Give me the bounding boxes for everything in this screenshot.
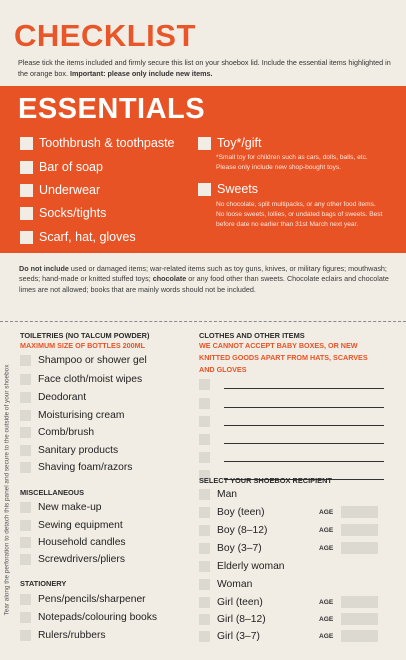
list-item[interactable] [20,517,123,533]
checkbox[interactable] [20,207,33,220]
blank-line-row[interactable] [199,377,384,391]
recipient-option[interactable] [199,522,267,538]
list-item[interactable] [20,499,102,515]
age-label: AGE [319,545,334,552]
item-label: Household candles [38,536,126,548]
age-field[interactable] [341,542,378,554]
list-item[interactable] [20,352,147,368]
list-item[interactable] [20,442,118,458]
checkbox[interactable] [199,543,210,554]
essential-item[interactable] [20,230,136,244]
toiletries-subheading: MAXIMUM SIZE OF BOTTLES 200ML [20,341,145,350]
checkbox[interactable] [20,537,31,548]
dni-bold-chocolate: chocolate [152,274,187,284]
blank-line-row[interactable] [199,396,384,410]
recipient-option[interactable] [199,486,237,502]
list-item[interactable] [20,371,142,387]
list-item[interactable] [20,534,126,550]
recipient-option[interactable] [199,611,266,627]
age-label: AGE [319,509,334,516]
recipient-label: Boy (8–12) [217,524,268,536]
recipient-option[interactable] [199,540,262,556]
intro-text [18,57,396,79]
blank-line-row[interactable] [199,432,384,446]
list-item[interactable] [20,407,124,423]
item-label: Sewing equipment [38,519,123,531]
recipient-label: Girl (8–12) [217,613,266,625]
item-label: Moisturising cream [38,409,125,421]
essential-label: Underwear [39,183,101,197]
checkbox[interactable] [20,392,31,403]
checkbox[interactable] [199,579,210,590]
age-field[interactable] [341,506,378,518]
recipient-label: Boy (teen) [217,506,265,518]
checkbox[interactable] [199,379,210,390]
sweets-note: No chocolate, split multipacks, or any other food items. No loose sweets, lollies, or undated bags of sweets. Best before date no earlier than 31st March next year. [216,201,383,228]
write-in-line[interactable] [224,434,384,444]
write-in-line[interactable] [224,452,384,462]
checkbox[interactable] [20,612,31,623]
age-field[interactable] [341,596,378,608]
dni-bold: Do not include [19,264,69,273]
item-label: Pens/pencils/sharpener [38,593,146,605]
checkbox[interactable] [199,631,210,642]
essential-item[interactable] [20,136,175,150]
item-label: Rulers/rubbers [38,629,106,641]
essential-item[interactable] [20,160,103,174]
side-instruction: Tear along the perforation to detach this panel and secure to the outside of your shoebox [3,364,11,616]
list-item[interactable] [20,609,157,625]
item-label: Comb/brush [38,426,95,438]
recipient-option[interactable] [199,628,260,644]
checkbox[interactable] [20,594,31,605]
list-item[interactable] [20,627,106,643]
toy-label: Toy*/gift [217,136,262,150]
checkbox[interactable] [20,231,33,244]
checkbox[interactable] [20,137,33,150]
checkbox[interactable] [20,445,31,456]
item-label: Deodorant [38,391,87,403]
clothes-subheading-3: AND GLOVES [199,365,247,374]
list-item[interactable] [20,591,146,607]
age-label: AGE [319,527,334,534]
item-label: Notepads/colouring books [38,611,158,623]
recipient-option[interactable] [199,594,263,610]
intro-plain: Please tick the items included and firmly secure this list on your shoebox lid. Include the essential items highlighted in the orange box. [18,58,391,78]
write-in-line[interactable] [224,379,384,389]
recipient-label: Woman [217,578,253,590]
checkbox[interactable] [20,410,31,421]
essentials-box [0,86,406,253]
checkbox[interactable] [199,614,210,625]
essential-label: Bar of soap [39,160,103,174]
list-item[interactable] [20,459,132,475]
age-field[interactable] [341,524,378,536]
page-title: CHECKLIST [14,18,196,53]
checkbox[interactable] [199,597,210,608]
perforation-line [0,321,406,322]
recipient-option[interactable] [199,558,285,574]
write-in-line[interactable] [224,416,384,426]
blank-line-row[interactable] [199,450,384,464]
clothes-subheading-2: KNITTED GOODS APART FROM HATS, SCARVES [199,353,368,362]
checkbox[interactable] [20,520,31,531]
recipient-label: Girl (teen) [217,596,263,608]
checkbox[interactable] [199,507,210,518]
list-item[interactable] [20,389,86,405]
essential-item[interactable] [20,183,100,197]
checkbox[interactable] [199,398,210,409]
recipient-option[interactable] [199,504,265,520]
sweets-label: Sweets [217,182,258,196]
misc-heading: MISCELLANEOUS [20,488,85,497]
checkbox[interactable] [20,427,31,438]
list-item[interactable] [20,551,125,567]
checkbox[interactable] [20,630,31,641]
checkbox[interactable] [20,374,31,385]
essential-item-toy[interactable] [198,136,261,150]
checkbox[interactable] [198,137,211,150]
checkbox[interactable] [199,489,210,500]
essentials-title: ESSENTIALS [18,93,206,125]
do-not-include-text [19,264,397,295]
side-panel [0,330,14,650]
age-label: AGE [319,599,334,606]
age-field[interactable] [341,630,378,642]
stationery-heading: STATIONERY [20,579,67,588]
checkbox[interactable] [20,184,33,197]
list-item[interactable] [20,424,94,440]
essential-label: Scarf, hat, gloves [39,230,136,244]
checkbox[interactable] [20,554,31,565]
item-label: Shampoo or shower gel [38,354,147,366]
checkbox[interactable] [199,525,210,536]
recipient-option[interactable] [199,576,252,592]
item-label: Face cloth/moist wipes [38,373,143,385]
write-in-line[interactable] [224,398,384,408]
item-label: Screwdrivers/pliers [38,553,125,565]
checkbox[interactable] [20,502,31,513]
age-label: AGE [319,633,334,640]
checkbox[interactable] [199,452,210,463]
dni-text-2: or any food other than sweets. Chocolate eclairs and chocolate limes are not allowed; books that are mainly words should not be included. [19,274,389,294]
clothes-subheading-1: WE CANNOT ACCEPT BABY BOXES, OR NEW [199,341,358,350]
checkbox[interactable] [20,161,33,174]
age-field[interactable] [341,613,378,625]
essential-label: Socks/tights [39,206,107,220]
recipient-label: Girl (3–7) [217,630,260,642]
checkbox[interactable] [198,183,211,196]
toiletries-heading: TOILETRIES (NO TALCUM POWDER) [20,331,150,340]
checkbox[interactable] [20,355,31,366]
checkbox[interactable] [199,416,210,427]
toy-note: *Small toy for children such as cars, dolls, balls, etc. Please only include new shop-bought toys. [216,154,368,171]
essential-item[interactable] [20,206,106,220]
recipient-label: Man [217,488,238,500]
intro-important: Important: please only include new items. [69,69,213,78]
item-label: Shaving foam/razors [38,461,133,473]
checkbox[interactable] [199,434,210,445]
age-label: AGE [319,616,334,623]
recipient-label: Boy (3–7) [217,542,262,554]
recipient-label: Elderly woman [217,560,285,572]
blank-line-row[interactable] [199,414,384,428]
clothes-heading: CLOTHES AND OTHER ITEMS [199,331,305,340]
item-label: New make-up [38,501,102,513]
checkbox[interactable] [199,561,210,572]
recipient-heading: SELECT YOUR SHOEBOX RECIPIENT [199,476,332,485]
item-label: Sanitary products [38,444,119,456]
essential-item-sweets[interactable] [198,182,258,196]
checkbox[interactable] [20,462,31,473]
essential-label: Toothbrush & toothpaste [39,136,175,150]
dni-text-1: used or damaged items; war-related items such as toy guns, knives, or military figures; mouthwash; seeds; hand-made or knitted stuffed toys; [19,264,387,284]
